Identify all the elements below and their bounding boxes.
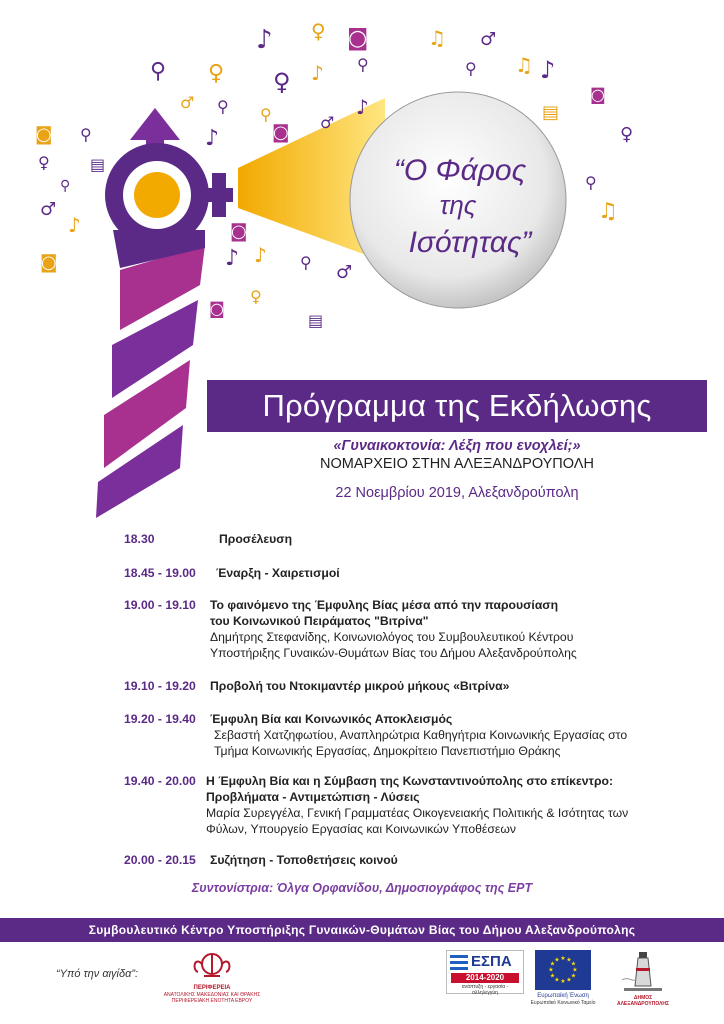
event-theme: «Γυναικοκτονία: Λέξη που ενοχλεί;» [333, 438, 581, 454]
svg-text:♪: ♪ [311, 61, 324, 85]
svg-text:★: ★ [554, 976, 560, 984]
svg-text:♀: ♀ [311, 19, 326, 43]
svg-text:♀: ♀ [250, 287, 262, 306]
logo-title-line3: Ισότητας” [408, 226, 532, 259]
svg-text:♪: ♪ [256, 25, 273, 55]
program-title: Πρόγραμμα της Εκδήλωσης [207, 380, 707, 432]
schedule-title: Η Έμφυλη Βία και η Σύμβαση της Κωνσταντινούπολης στο επίκεντρο: [206, 774, 614, 788]
espa-flag-icon [450, 955, 468, 971]
schedule-time: 19.00 - 19.10 [124, 598, 196, 612]
svg-text:⚲: ⚲ [585, 173, 597, 192]
region-unit: ΠΕΡΙΦΕΡΕΙΑΚΗ ΕΝΟΤΗΤΑ ΕΒΡΟΥ [171, 998, 253, 1004]
svg-text:♪: ♪ [205, 126, 220, 151]
svg-text:♀: ♀ [208, 61, 225, 86]
municipality-lighthouse-icon [620, 946, 666, 994]
schedule-detail: Μαρία Συρεγγέλα, Γενική Γραμματέας Οικογενειακής Πολιτικής & Ισότητας των [206, 806, 629, 820]
municipality-label: ΔΗΜΟΣ ΑΛΕΞΑΝΔΡΟΥΠΟΛΗΣ [616, 995, 670, 1007]
eu-stars-icon [535, 950, 591, 990]
svg-text:♂: ♂ [320, 113, 335, 132]
svg-text:♂: ♂ [480, 29, 497, 50]
svg-text:⚲: ⚲ [300, 253, 312, 272]
region-name-sub: ΑΝΑΤΟΛΙΚΗΣ ΜΑΚΕΔΟΝΙΑΣ ΚΑΙ ΘΡΑΚΗΣ [163, 992, 261, 998]
svg-text:◙: ◙ [35, 124, 53, 145]
svg-text:♫: ♫ [428, 26, 446, 50]
svg-text:◙: ◙ [40, 252, 58, 273]
event-date: 22 Νοεμβρίου 2019, Αλεξανδρούπολη [335, 485, 579, 501]
logo-title-line1: “Ο Φάρος [393, 154, 527, 187]
svg-text:♀: ♀ [38, 153, 50, 172]
svg-text:⚲: ⚲ [60, 178, 71, 194]
svg-text:⚲: ⚲ [217, 97, 229, 116]
svg-text:★: ★ [560, 955, 566, 962]
svg-text:⚲: ⚲ [260, 105, 272, 124]
svg-text:◙: ◙ [347, 26, 369, 51]
svg-text:★: ★ [554, 956, 560, 964]
aegis-label: “Υπό την αιγίδα”: [56, 968, 139, 980]
schedule-title: Έμφυλη Βία και Κοινωνικός Αποκλεισμός [210, 712, 453, 726]
svg-text:★: ★ [566, 956, 572, 964]
svg-text:◙: ◙ [590, 85, 606, 104]
espa-years: 2014-2020 [451, 973, 519, 983]
svg-text:⚲: ⚲ [80, 125, 92, 144]
svg-text:♂: ♂ [40, 199, 57, 220]
schedule-detail: Δημήτρης Στεφανίδης, Κοινωνιολόγος του Συμβουλευτικού Κέντρου [210, 630, 574, 644]
svg-text:⚲: ⚲ [150, 59, 167, 84]
schedule-time: 20.00 - 20.15 [124, 853, 196, 867]
region-name: ΠΕΡΙΦΕΡΕΙΑ [193, 985, 231, 991]
espa-logo [446, 950, 524, 994]
svg-text:★: ★ [549, 972, 556, 980]
svg-text:♪: ♪ [225, 246, 240, 271]
svg-text:♫: ♫ [515, 53, 533, 77]
svg-text:◙: ◙ [272, 122, 290, 143]
schedule-time: 19.10 - 19.20 [124, 679, 196, 693]
svg-text:★: ★ [570, 972, 577, 980]
svg-text:▤: ▤ [308, 311, 324, 330]
schedule-detail: Φύλων, Υπουργείο Εργασίας και Κοινωνικών Υποθέσεων [206, 822, 516, 836]
eu-flag [535, 950, 591, 990]
svg-text:◙: ◙ [209, 299, 225, 318]
schedule-title: Συζήτηση - Τοποθετήσεις κοινού [210, 853, 398, 867]
svg-text:▤: ▤ [542, 102, 560, 123]
svg-text:♂: ♂ [180, 93, 195, 112]
svg-text:♪: ♪ [68, 213, 81, 237]
svg-text:♀: ♀ [620, 124, 634, 145]
svg-text:♀: ♀ [273, 68, 291, 96]
schedule-title: Προσέλευση [219, 532, 293, 546]
schedule-time: 18.30 [124, 532, 155, 546]
schedule-time: 18.45 - 19.00 [124, 566, 196, 580]
svg-text:♫: ♫ [598, 199, 618, 224]
svg-text:⚲: ⚲ [465, 59, 477, 78]
logo-title-line2: της [439, 190, 477, 220]
schedule-title-cont: Προβλήματα - Αντιμετώπιση - Λύσεις [206, 790, 420, 804]
eu-label: Ευρωπαϊκή Ένωση [537, 993, 589, 999]
schedule-detail: Σεβαστή Χατζηφωτίου, Αναπληρώτρια Καθηγήτρια Κοινωνικής Εργασίας στο [214, 728, 628, 742]
organizer-bar: Συμβουλευτικό Κέντρο Υποστήριξης Γυναικών-Θυμάτων Βίας του Δήμου Αλεξανδρούπολης [0, 918, 724, 942]
schedule-time: 19.40 - 20.00 [124, 774, 196, 788]
espa-label: ΕΣΠΑ [471, 953, 512, 970]
schedule-title: Προβολή του Ντοκιμαντέρ μικρού μήκους «Βιτρίνα» [210, 679, 510, 693]
svg-text:▤: ▤ [90, 155, 106, 174]
svg-text:♪: ♪ [540, 56, 556, 84]
svg-text:♂: ♂ [336, 262, 353, 283]
schedule-detail: Υποστήριξης Γυναικών-Θυμάτων Βίας του Δήμου Αλεξανδρούπολης [210, 646, 577, 660]
svg-text:★: ★ [549, 960, 556, 968]
svg-text:⚲: ⚲ [357, 55, 369, 74]
svg-text:♪: ♪ [356, 95, 369, 119]
schedule-title: Έναρξη - Χαιρετισμοί [216, 566, 340, 580]
espa-motto: ανάπτυξη - εργασία - αλληλεγγύη [461, 984, 509, 996]
schedule-detail: Τμήμα Κοινωνικής Εργασίας, Δημοκρίτειο Πανεπιστήμιο Θράκης [214, 744, 561, 758]
coordinator-line: Συντονίστρια: Όλγα Ορφανίδου, Δημοσιογράφος της ΕΡΤ [191, 881, 533, 895]
svg-text:★: ★ [570, 960, 577, 968]
svg-text:♪: ♪ [254, 243, 267, 267]
svg-text:★: ★ [572, 966, 578, 974]
svg-text:★: ★ [548, 966, 554, 974]
svg-text:◙: ◙ [230, 221, 248, 242]
svg-text:★: ★ [566, 976, 572, 984]
eu-sub: Ευρωπαϊκό Κοινωνικό Ταμείο [530, 1000, 596, 1006]
schedule-time: 19.20 - 19.40 [124, 712, 196, 726]
svg-text:★: ★ [560, 978, 566, 985]
schedule-title: Το φαινόμενο της Έμφυλης Βίας μέσα από την παρουσίαση [210, 598, 559, 612]
event-venue: ΝΟΜΑΡΧΕΙΟ ΣΤΗΝ ΑΛΕΞΑΝΔΡΟΥΠΟΛΗ [320, 456, 594, 472]
region-logo [184, 950, 240, 984]
schedule-title-cont: του Κοινωνικού Πειράματος "Βιτρίνα" [210, 614, 429, 628]
